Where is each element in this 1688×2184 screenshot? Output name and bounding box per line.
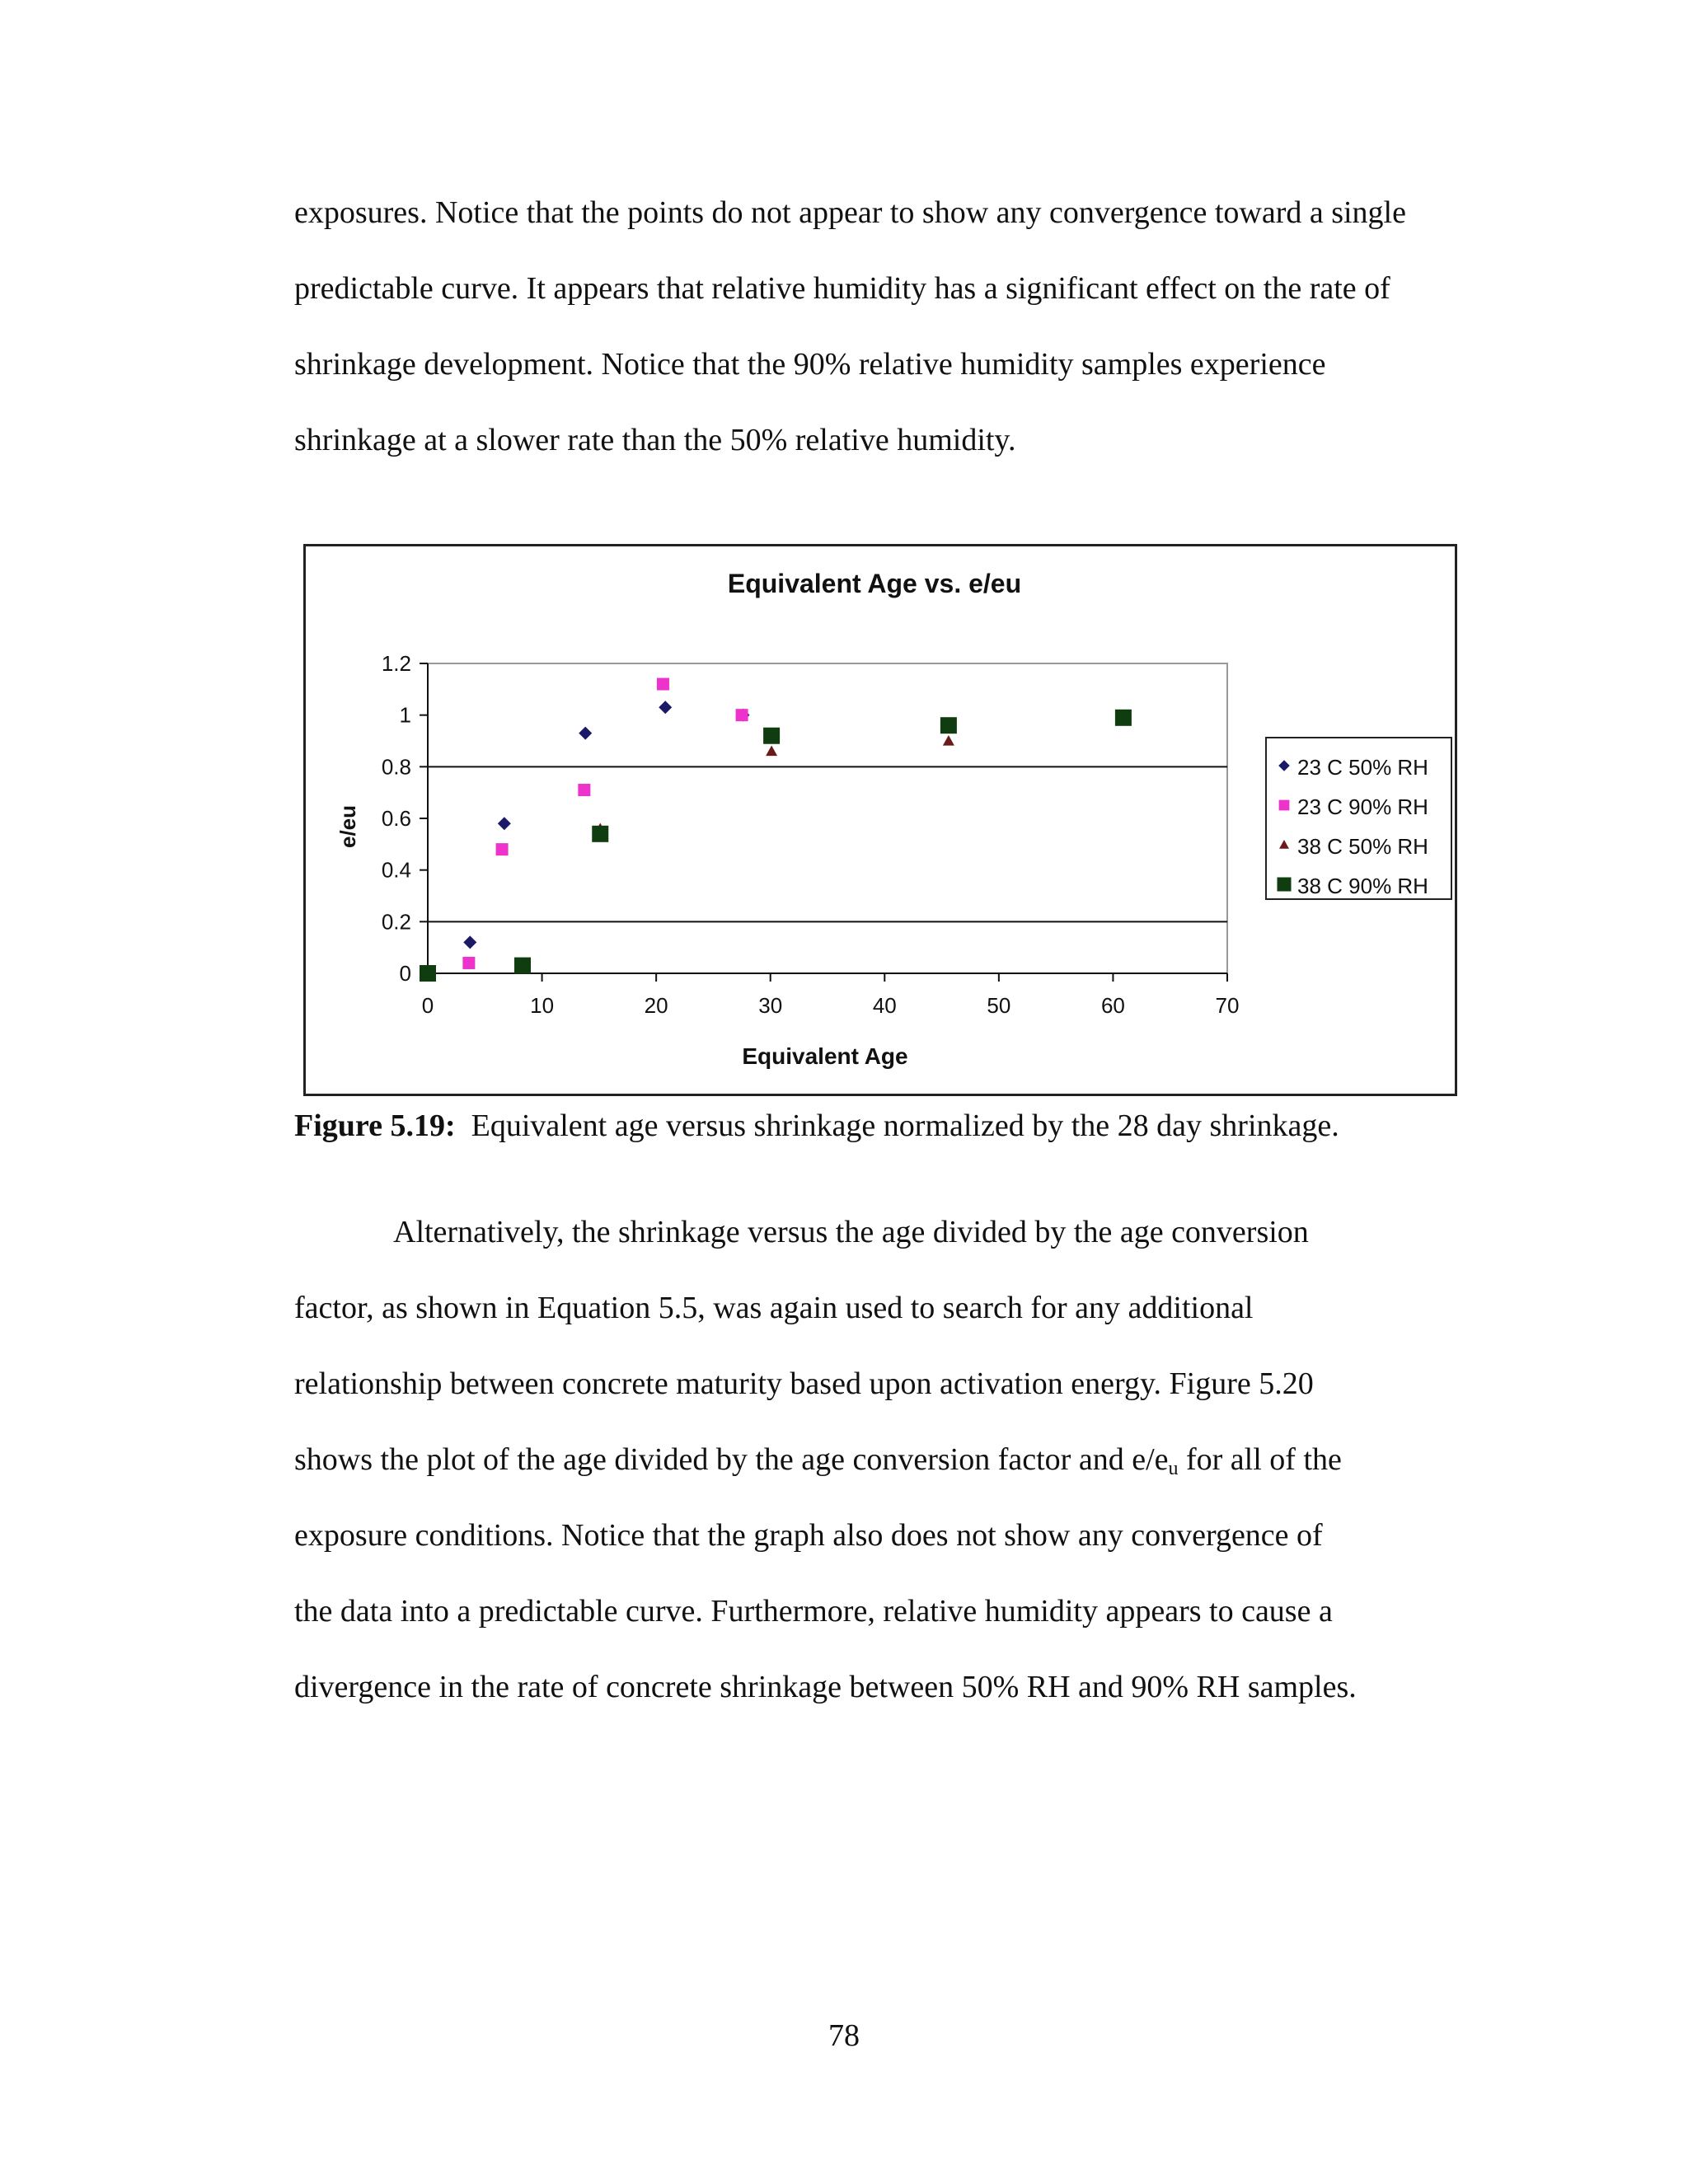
- data-point: [578, 784, 590, 796]
- paragraph-line: exposure conditions. Notice that the graph also does not show any convergence of: [294, 1518, 1323, 1553]
- legend-label: 23 C 50% RH: [1297, 755, 1428, 780]
- paragraph-line: [294, 1422, 1415, 1497]
- x-axis-label: Equivalent Age: [742, 1043, 908, 1069]
- chart-title: Equivalent Age vs. e/eu: [727, 569, 1022, 598]
- subscript-u: u: [1168, 1458, 1179, 1479]
- paragraph-line: divergence in the rate of concrete shrinkage between 50% RH and 90% RH samples.: [294, 1670, 1357, 1704]
- legend-label: 23 C 90% RH: [1297, 794, 1428, 819]
- caption-label: Figure 5.19:: [294, 1108, 456, 1143]
- x-tick-label: 60: [1100, 993, 1125, 1018]
- legend-marker: [1278, 878, 1292, 892]
- data-point: [940, 717, 957, 733]
- y-tick-label: 0.6: [381, 806, 411, 831]
- legend: [1266, 738, 1451, 899]
- data-point: [420, 965, 436, 982]
- paragraph-line: shrinkage at a slower rate than the 50% relative humidity.: [294, 423, 1016, 457]
- caption-text: Equivalent age versus shrinkage normalized by the 28 day shrinkage.: [455, 1108, 1339, 1143]
- y-tick-label: 0.4: [381, 857, 411, 883]
- line-text: for all of the: [1178, 1442, 1342, 1477]
- data-point: [496, 843, 509, 855]
- chart-frame: [303, 544, 1457, 1096]
- y-tick-label: 1.2: [381, 651, 411, 676]
- data-point: [763, 728, 780, 744]
- y-axis-label: e/eu: [335, 804, 360, 849]
- line-text: shows the plot of the age divided by the age conversion factor and e/e: [294, 1442, 1169, 1477]
- data-point: [592, 826, 608, 842]
- x-tick-label: 20: [644, 993, 668, 1018]
- paragraph-line: shrinkage development. Notice that the 90% relative humidity samples experience: [294, 347, 1326, 382]
- paragraph-line: factor, as shown in Equation 5.5, was again used to search for any additional: [294, 1291, 1254, 1325]
- legend-marker: [1279, 800, 1290, 811]
- paragraph-line: relationship between concrete maturity based upon activation energy. Figure 5.20: [294, 1366, 1314, 1401]
- y-tick-label: 0.8: [381, 754, 411, 780]
- x-tick-label: 0: [421, 993, 434, 1018]
- paragraph-line: predictable curve. It appears that relative humidity has a significant effect on the rate of: [294, 271, 1390, 306]
- data-point: [514, 958, 531, 974]
- figure-caption: [294, 1104, 1339, 1147]
- scatter-chart: [306, 546, 1460, 1099]
- x-tick-label: 70: [1215, 993, 1240, 1018]
- x-tick-label: 50: [987, 993, 1011, 1018]
- x-tick-label: 40: [872, 993, 897, 1018]
- paragraph-line: exposures. Notice that the points do not appear to show any convergence toward a single: [294, 195, 1406, 230]
- y-tick-label: 1: [399, 702, 411, 728]
- y-tick-label: 0: [399, 961, 411, 986]
- data-point: [736, 709, 748, 721]
- paragraph-line: the data into a predictable curve. Furthermore, relative humidity appears to cause a: [294, 1594, 1333, 1629]
- data-point: [657, 678, 669, 691]
- x-tick-label: 30: [758, 993, 783, 1018]
- legend-label: 38 C 50% RH: [1297, 834, 1428, 859]
- data-point: [462, 957, 475, 969]
- plot-area: [428, 663, 1227, 973]
- page-number: 78: [828, 2018, 860, 2053]
- legend-label: 38 C 90% RH: [1297, 874, 1428, 898]
- paragraph-bottom: [294, 1194, 1415, 1725]
- paragraph-line: Alternatively, the shrinkage versus the age divided by the age conversion: [393, 1215, 1309, 1249]
- y-tick-label: 0.2: [381, 909, 411, 935]
- data-point: [1115, 710, 1132, 726]
- paragraph-top: [294, 175, 1415, 478]
- x-tick-label: 10: [530, 993, 555, 1018]
